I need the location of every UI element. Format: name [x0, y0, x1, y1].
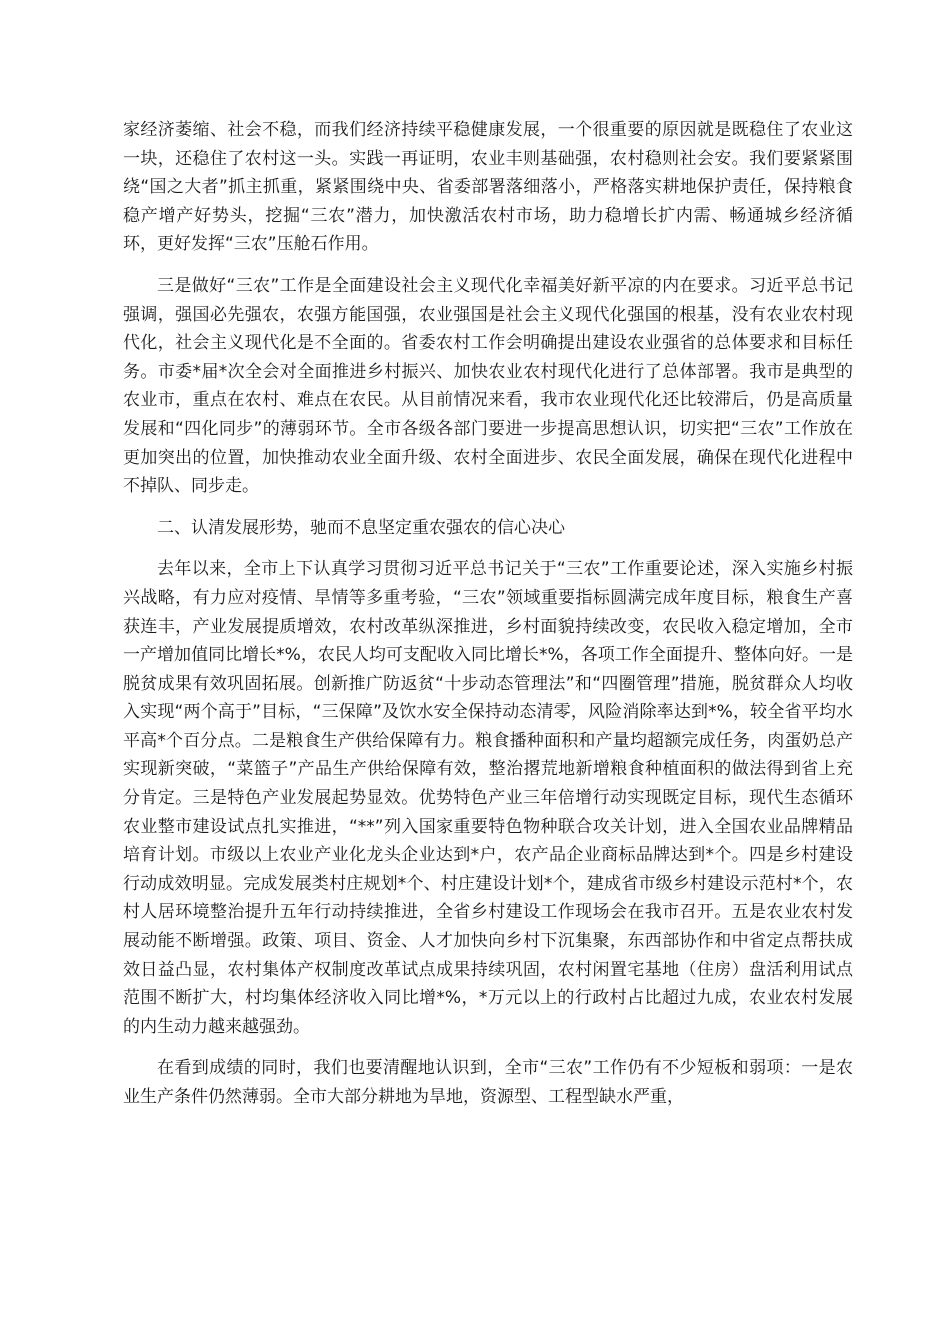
- section-heading-two: 二、认清发展形势，驰而不息坚定重农强农的信心决心: [157, 517, 565, 538]
- paragraph-achievements: 去年以来，全市上下认真学习贯彻习近平总书记关于“三农”工作重要论述，深入实施乡村振兴战略，有力应对疫情、旱情等多重考验，“三农”领域重要指标圆满完成年度目标，粮食生产喜获连丰，产业发展提质增效，农村改革纵深推进，乡村面貌持续改变，农民收入稳定增加，全市一产增加值同比增长*%，农民人均可支配收入同比增长*%，各项工作全面提升、整体向好。一是脱贫成果有效巩固拓展。创新推广防返贫“十步动态管理法”和“四圈管理”措施，脱贫群众人均收入实现“两个高于”目标，“三保障”及饮水安全保持动态清零，风险消除率达到*%，较全省平均水平高*个百分点。二是粮食生产供给保障有力。粮食播种面积和产量均超额完成任务，肉蛋奶总产实现新突破，“菜篮子”产品生产供给保障有效，整治撂荒地新增粮食种植面积的做法得到省上充分肯定。三是特色产业发展起势显效。优势特色产业三年倍增行动实现既定目标，现代生态循环农业整市建设试点扎实推进，“**”列入国家重要特色物种联合攻关计划，进入全国农业品牌精品培育计划。市级以上农业产业化龙头企业达到*户，农产品企业商标品牌达到*个。四是乡村建设行动成效明显。完成发展类村庄规划*个、村庄建设计划*个，建成省市级乡村建设示范村*个，农村人居环境整治提升五年行动持续推进，全省乡村建设工作现场会在我市召开。五是农业农村发展动能不断增强。政策、项目、资金、人才加快向乡村下沉集聚，东西部协作和中省定点帮扶成效日益凸显，农村集体产权制度改革试点成果持续巩固，农村闲置宅基地（住房）盘活利用试点范围不断扩大，村均集体经济收入同比增*%，*万元以上的行政村占比超过九成，农业农村发展的内生动力越来越强劲。: [123, 559, 853, 1037]
- paragraph-shortcomings: 在看到成绩的同时，我们也要清醒地认识到，全市“三农”工作仍有不少短板和弱项：一是农业生产条件仍然薄弱。全市大部分耕地为旱地，资源型、工程型缺水严重，: [123, 1058, 853, 1107]
- paragraph-continuation: 家经济萎缩、社会不稳，而我们经济持续平稳健康发展，一个很重要的原因就是既稳住了农业这一块，还稳住了农村这一头。实践一再证明，农业丰则基础强，农村稳则社会安。我们要紧紧围绕“国之大者”抓主抓重，紧紧围绕中央、省委部署落细落小，严格落实耕地保护责任，保持粮食稳产增产好势头，挖掘“三农”潜力，加快激活农村市场，助力稳增长扩内需、畅通城乡经济循环，更好发挥“三农”压舱石作用。: [123, 120, 853, 255]
- document-body: [123, 116, 853, 1125]
- paragraph-point-three: 三是做好“三农”工作是全面建设社会主义现代化幸福美好新平凉的内在要求。习近平总书记强调，强国必先强农，农强方能国强，农业强国是社会主义现代化强国的根基，没有农业农村现代化，社会主义现代化是不全面的。省委农村工作会明确提出建设农业强省的总体要求和目标任务。市委*届*次全会对全面推进乡村振兴、加快农业农村现代化进行了总体部署。我市是典型的农业市，重点在农村、难点在农民。从目前情况来看，我市农业现代化还比较滞后，仍是高质量发展和“四化同步”的薄弱环节。全市各级各部门要进一步提高思想认识，切实把“三农”工作放在更加突出的位置，加快推动农业全面升级、农村全面进步、农民全面发展，确保在现代化进程中不掉队、同步走。: [123, 275, 853, 497]
